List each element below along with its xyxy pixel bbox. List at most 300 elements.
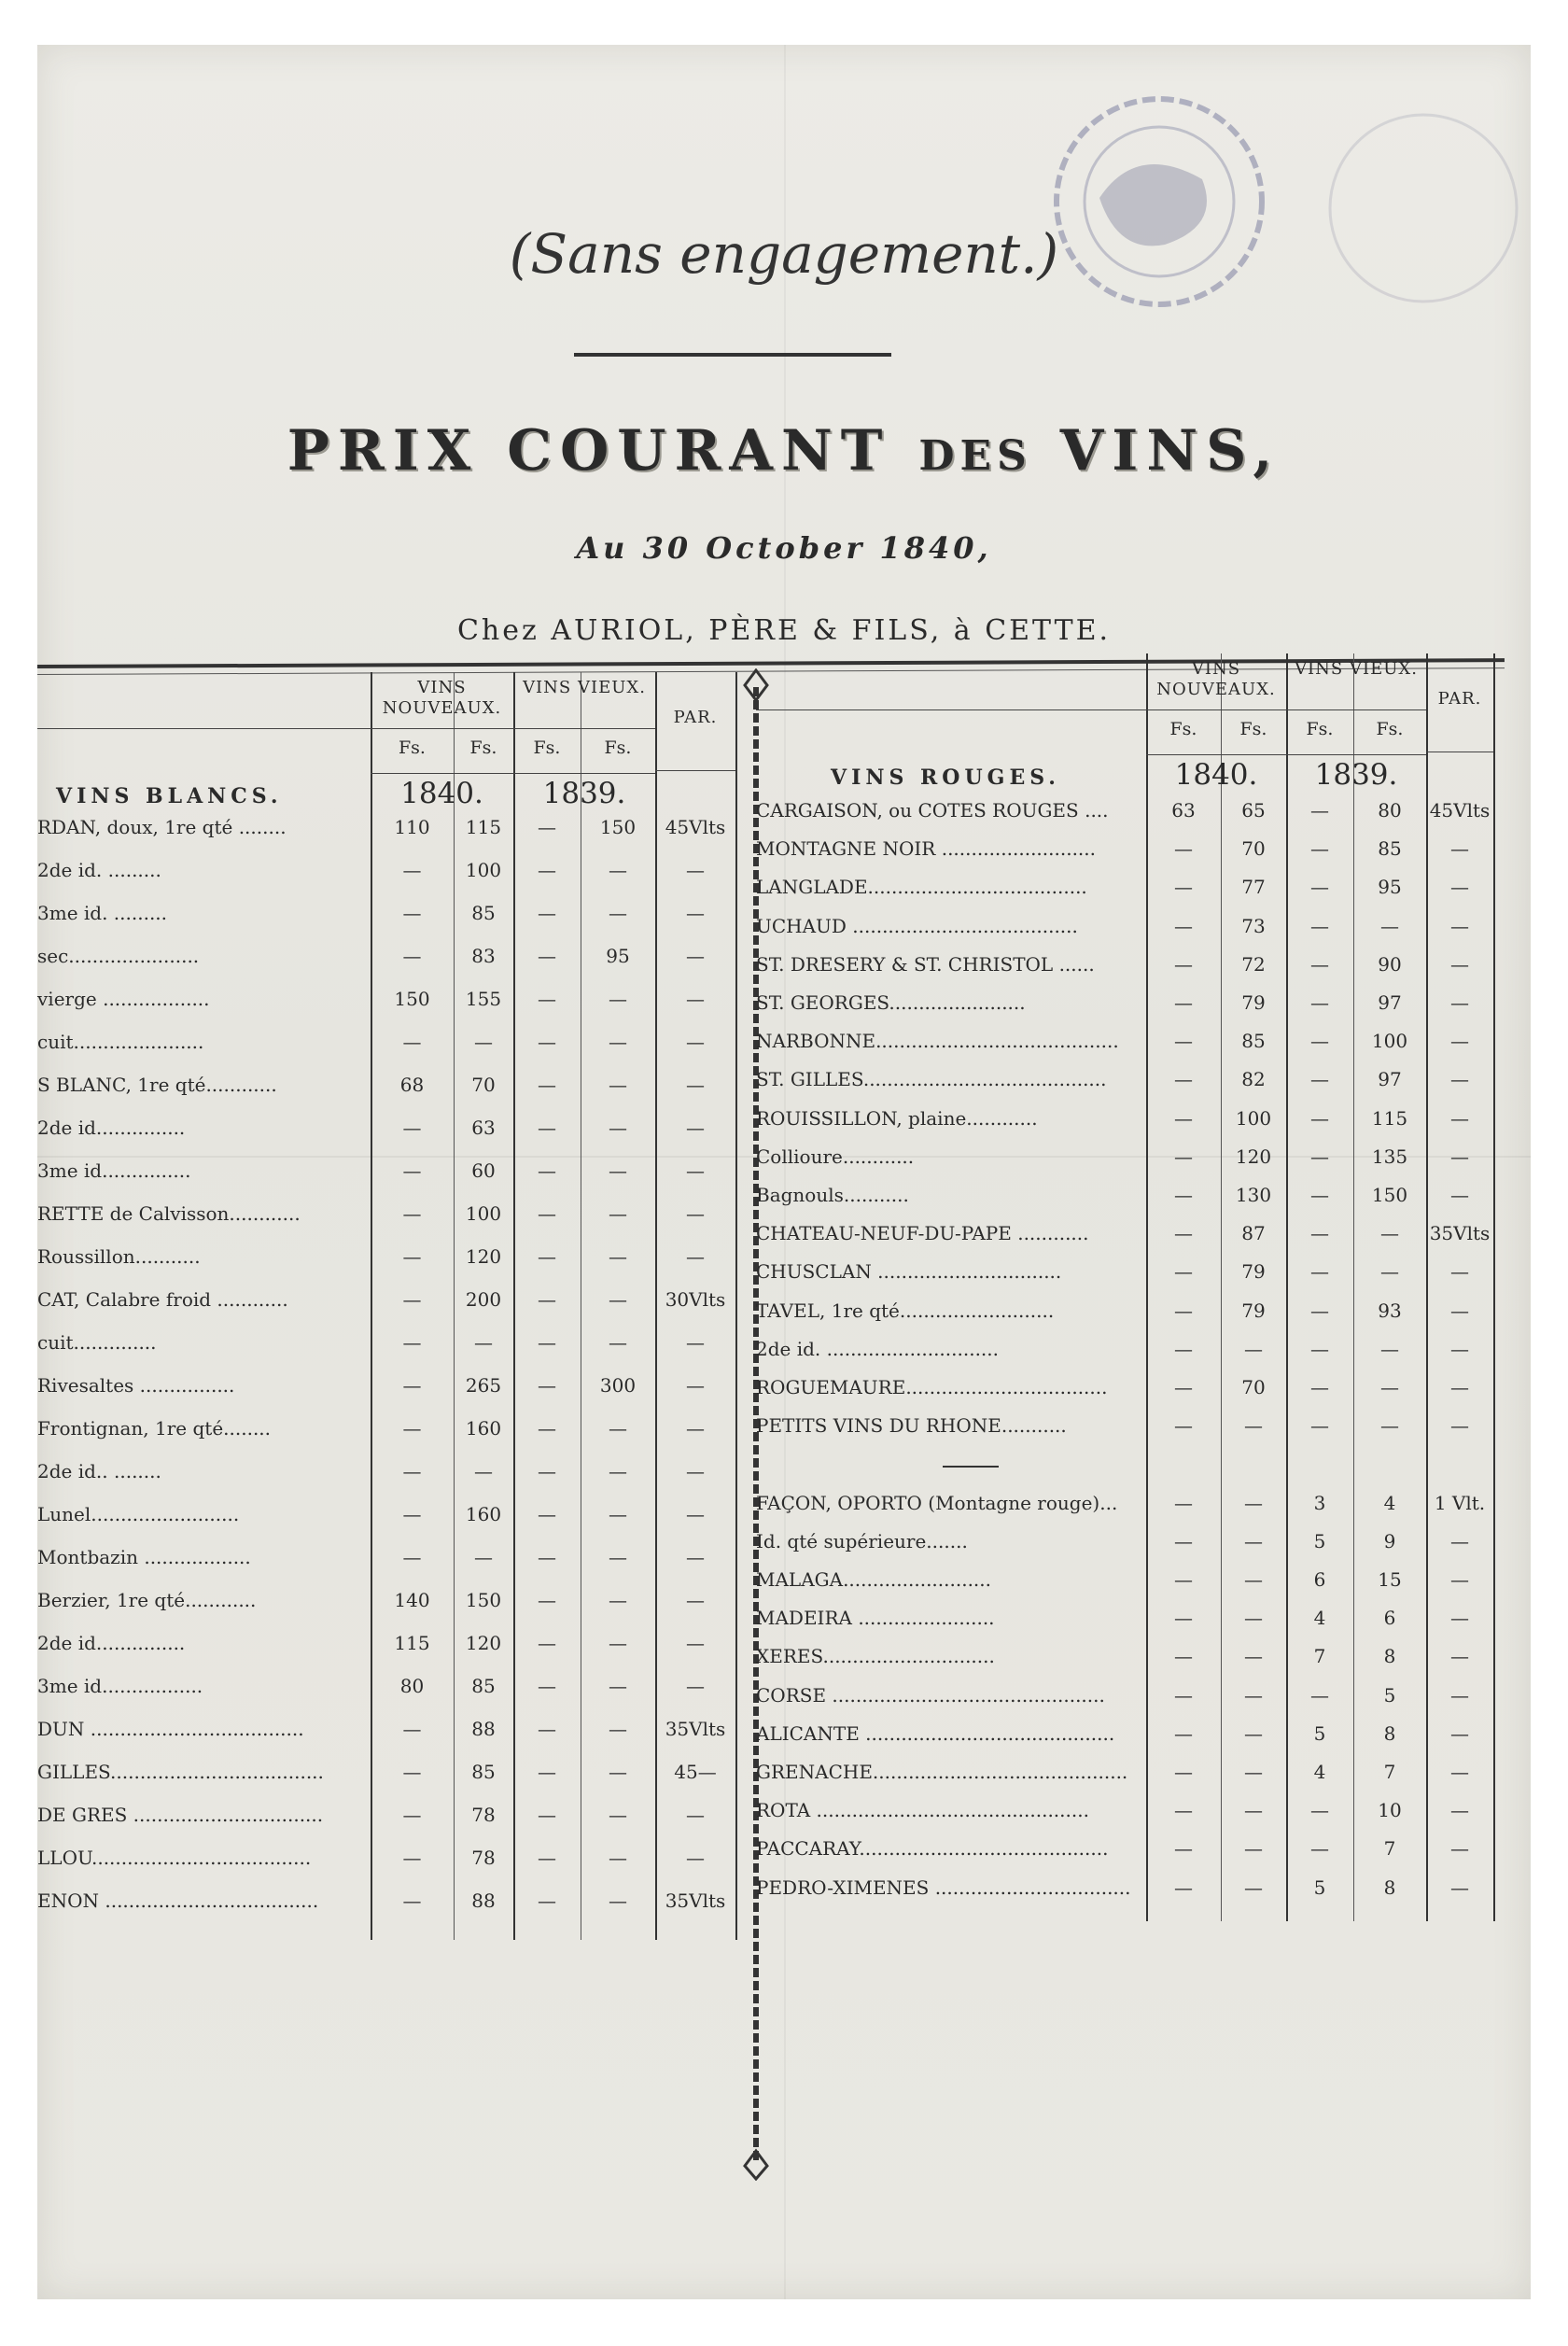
price-par: — bbox=[1450, 1145, 1469, 1168]
price-new-1: 140 bbox=[394, 1589, 430, 1611]
price-old-2: — bbox=[609, 1718, 627, 1740]
price-old-2: — bbox=[609, 859, 627, 881]
price-old-2: — bbox=[609, 1632, 627, 1654]
wine-label: GRENACHE........................................... bbox=[756, 1761, 1128, 1783]
wine-label: Berzier, 1re qté............ bbox=[37, 1589, 257, 1611]
price-new-1: — bbox=[1174, 1299, 1193, 1322]
price-new-2: 72 bbox=[1241, 952, 1266, 976]
price-par: — bbox=[686, 1503, 705, 1525]
header-rule bbox=[655, 770, 735, 771]
price-new-2: — bbox=[474, 1546, 493, 1568]
price-new-2: 70 bbox=[1241, 837, 1266, 861]
price-par: — bbox=[1450, 1376, 1469, 1398]
price-new-2: 65 bbox=[1241, 799, 1266, 822]
price-old-2: 90 bbox=[1378, 952, 1402, 976]
price-old-1: — bbox=[1310, 876, 1329, 899]
paper-fold-line bbox=[784, 45, 786, 2299]
price-new-1: — bbox=[1174, 1607, 1193, 1630]
price-new-1: — bbox=[402, 1460, 422, 1482]
price-old-2: 115 bbox=[1371, 1106, 1408, 1130]
wine-label: cuit...................... bbox=[37, 1031, 204, 1053]
price-par: 1 Vlt. bbox=[1434, 1491, 1486, 1514]
price-new-1: — bbox=[402, 1847, 422, 1869]
price-new-1: — bbox=[1174, 1875, 1193, 1899]
price-new-2: 100 bbox=[465, 1202, 502, 1225]
title-rule bbox=[574, 353, 891, 357]
price-par: — bbox=[1450, 1645, 1469, 1668]
price-old-1: 4 bbox=[1313, 1607, 1326, 1630]
price-old-1: — bbox=[538, 1159, 556, 1182]
price-old-1: — bbox=[538, 1804, 556, 1826]
price-new-2: — bbox=[1244, 1721, 1263, 1745]
price-old-2: — bbox=[609, 902, 627, 924]
price-old-2: — bbox=[609, 1202, 627, 1225]
price-new-2: 85 bbox=[471, 1675, 496, 1697]
price-new-2: — bbox=[1244, 1837, 1263, 1861]
price-new-2: — bbox=[474, 1331, 493, 1354]
price-old-2: 7 bbox=[1383, 1837, 1396, 1861]
wine-label: vierge .................. bbox=[37, 988, 210, 1010]
price-old-2: — bbox=[609, 1460, 627, 1482]
price-old-1: — bbox=[538, 1202, 556, 1225]
price-par: — bbox=[686, 1117, 705, 1139]
price-par: — bbox=[1450, 837, 1469, 861]
price-new-1: — bbox=[1174, 1414, 1193, 1438]
price-old-1: 5 bbox=[1313, 1529, 1326, 1552]
price-new-1: — bbox=[1174, 1761, 1193, 1783]
header-rule bbox=[37, 728, 371, 729]
fs-label: Fs. bbox=[399, 738, 426, 758]
price-new-2: — bbox=[1244, 1568, 1263, 1591]
price-new-1: — bbox=[1174, 991, 1193, 1014]
wine-label: PETITS VINS DU RHONE........... bbox=[756, 1414, 1067, 1438]
wine-label: Collioure............ bbox=[756, 1145, 915, 1168]
price-old-2: — bbox=[1380, 1337, 1399, 1360]
wine-label: 2de id.. ........ bbox=[37, 1460, 161, 1482]
price-par: — bbox=[1450, 1030, 1469, 1053]
wine-label: ROGUEMAURE.................................. bbox=[756, 1376, 1108, 1398]
price-new-2: 77 bbox=[1241, 876, 1266, 899]
price-old-1: — bbox=[538, 1374, 556, 1397]
price-old-2: 135 bbox=[1371, 1145, 1408, 1168]
price-new-1: — bbox=[402, 1374, 422, 1397]
price-par: — bbox=[686, 1546, 705, 1568]
wine-label: CAT, Calabre froid ............ bbox=[37, 1288, 288, 1311]
price-old-2: — bbox=[1380, 1376, 1399, 1398]
price-new-1: — bbox=[1174, 1184, 1193, 1206]
price-old-2: — bbox=[609, 1889, 627, 1912]
price-old-2: 80 bbox=[1378, 799, 1402, 822]
price-new-1: — bbox=[1174, 1106, 1193, 1130]
price-old-1: 3 bbox=[1313, 1491, 1326, 1514]
price-old-1: — bbox=[1310, 1106, 1329, 1130]
wine-label: LANGLADE..................................... bbox=[756, 876, 1087, 899]
price-old-1: — bbox=[1310, 799, 1329, 822]
wine-label: GILLES.................................... bbox=[37, 1761, 324, 1783]
wine-label: NARBONNE......................................... bbox=[756, 1030, 1119, 1053]
wine-label: 3me id................. bbox=[37, 1675, 203, 1697]
price-new-1: — bbox=[402, 1331, 422, 1354]
price-new-2: 115 bbox=[465, 816, 502, 838]
price-new-1: — bbox=[1174, 1491, 1193, 1514]
price-old-1: — bbox=[1310, 1376, 1329, 1398]
price-new-2: 150 bbox=[465, 1589, 502, 1611]
price-new-2: 130 bbox=[1235, 1184, 1272, 1206]
price-par: — bbox=[686, 1589, 705, 1611]
wine-label: sec...................... bbox=[37, 945, 200, 967]
price-old-1: — bbox=[538, 945, 556, 967]
price-new-2: 200 bbox=[465, 1288, 502, 1311]
price-old-1: — bbox=[1310, 952, 1329, 976]
price-par: 35Vlts bbox=[665, 1718, 726, 1740]
wine-label: ALICANTE .......................................... bbox=[756, 1721, 1115, 1745]
price-old-1: — bbox=[538, 1889, 556, 1912]
wine-label: CORSE .............................................. bbox=[756, 1683, 1105, 1707]
price-new-2: — bbox=[1244, 1529, 1263, 1552]
wine-label: Rivesaltes ................ bbox=[37, 1374, 235, 1397]
price-old-2: 15 bbox=[1378, 1568, 1402, 1591]
price-old-2: — bbox=[1380, 1222, 1399, 1245]
price-old-2: — bbox=[609, 1804, 627, 1826]
price-old-2: — bbox=[609, 1675, 627, 1697]
subtitle: (Sans engagement.) bbox=[509, 222, 1059, 286]
wine-label: cuit.............. bbox=[37, 1331, 157, 1354]
price-new-2: 120 bbox=[465, 1245, 502, 1268]
price-old-2: 10 bbox=[1378, 1799, 1402, 1822]
header-vins-nouveaux: VINS NOUVEAUX. bbox=[1156, 659, 1276, 699]
price-old-2: 7 bbox=[1383, 1761, 1396, 1783]
price-par: — bbox=[686, 1074, 705, 1096]
header-rule bbox=[756, 709, 1146, 710]
price-old-2: 6 bbox=[1383, 1607, 1396, 1630]
wine-label: FAÇON, OPORTO (Montagne rouge)... bbox=[756, 1491, 1118, 1514]
price-old-2: — bbox=[609, 1589, 627, 1611]
price-new-2: 70 bbox=[471, 1074, 496, 1096]
wine-label: DUN .................................... bbox=[37, 1718, 304, 1740]
fs-label: Fs. bbox=[1239, 719, 1267, 739]
wine-label: ROUISSILLON, plaine............ bbox=[756, 1106, 1038, 1130]
price-new-1: — bbox=[1174, 1683, 1193, 1707]
price-old-2: 8 bbox=[1383, 1645, 1396, 1668]
price-new-1: — bbox=[402, 1804, 422, 1826]
title-des: DES bbox=[918, 432, 1032, 480]
price-new-1: — bbox=[1174, 876, 1193, 899]
price-old-1: — bbox=[538, 1031, 556, 1053]
price-par: — bbox=[686, 859, 705, 881]
price-new-1: — bbox=[402, 1718, 422, 1740]
title-end: VINS, bbox=[1059, 418, 1281, 484]
price-old-1: — bbox=[1310, 1222, 1329, 1245]
price-new-2: — bbox=[474, 1031, 493, 1053]
price-par: — bbox=[686, 1202, 705, 1225]
price-old-1: — bbox=[1310, 837, 1329, 861]
wine-label: UCHAUD ...................................... bbox=[756, 914, 1078, 937]
price-par: 45Vlts bbox=[1429, 799, 1491, 822]
price-new-2: 82 bbox=[1241, 1068, 1266, 1091]
price-new-1: — bbox=[1174, 1376, 1193, 1398]
price-old-2: 97 bbox=[1378, 1068, 1402, 1091]
price-new-1: — bbox=[1174, 952, 1193, 976]
price-par: — bbox=[1450, 1260, 1469, 1284]
wine-label: MALAGA......................... bbox=[756, 1568, 992, 1591]
price-old-1: — bbox=[1310, 1068, 1329, 1091]
price-old-1: — bbox=[1310, 1414, 1329, 1438]
price-par: — bbox=[686, 945, 705, 967]
price-new-1: — bbox=[1174, 1529, 1193, 1552]
price-old-2: 8 bbox=[1383, 1875, 1396, 1899]
price-old-2: 9 bbox=[1383, 1529, 1396, 1552]
fs-label: Fs. bbox=[1169, 719, 1197, 739]
section-separator bbox=[943, 1466, 999, 1468]
price-par: — bbox=[686, 1804, 705, 1826]
price-new-2: 100 bbox=[465, 859, 502, 881]
price-old-1: — bbox=[1310, 1260, 1329, 1284]
price-par: — bbox=[1450, 952, 1469, 976]
price-new-1: — bbox=[402, 1117, 422, 1139]
wine-label: 2de id............... bbox=[37, 1632, 186, 1654]
price-new-1: 80 bbox=[399, 1675, 425, 1697]
wine-label: ROTA .............................................. bbox=[756, 1799, 1089, 1822]
price-new-2: 120 bbox=[1235, 1145, 1272, 1168]
fs-label: Fs. bbox=[604, 738, 632, 758]
price-par: — bbox=[1450, 876, 1469, 899]
price-new-1: — bbox=[1174, 1799, 1193, 1822]
wine-label: 3me id. ......... bbox=[37, 902, 168, 924]
fs-label: Fs. bbox=[1306, 719, 1334, 739]
wine-label: Montbazin .................. bbox=[37, 1546, 251, 1568]
price-new-2: — bbox=[1244, 1683, 1263, 1707]
price-old-1: — bbox=[538, 1546, 556, 1568]
section-title: VINS ROUGES. bbox=[831, 766, 1060, 790]
price-par: — bbox=[686, 1847, 705, 1869]
price-old-2: — bbox=[609, 1117, 627, 1139]
price-new-1: — bbox=[402, 1889, 422, 1912]
header-vins-nouveaux: VINS NOUVEAUX. bbox=[382, 678, 502, 718]
price-par: — bbox=[686, 1460, 705, 1482]
wine-label: Frontignan, 1re qté........ bbox=[37, 1417, 272, 1440]
price-old-2: — bbox=[609, 1331, 627, 1354]
price-par: — bbox=[1450, 1414, 1469, 1438]
price-new-2: 155 bbox=[465, 988, 502, 1010]
price-new-1: — bbox=[1174, 914, 1193, 937]
wine-label: XERES............................. bbox=[756, 1645, 995, 1668]
price-old-1: — bbox=[538, 1503, 556, 1525]
wine-label: CHUSCLAN ............................... bbox=[756, 1260, 1062, 1284]
header-vins-vieux: VINS VIEUX. bbox=[523, 678, 646, 697]
page-title bbox=[37, 418, 1531, 484]
price-new-1: — bbox=[1174, 1222, 1193, 1245]
wine-label: ST. GILLES......................................... bbox=[756, 1068, 1107, 1091]
price-new-1: — bbox=[1174, 837, 1193, 861]
wine-label: LLOU..................................... bbox=[37, 1847, 312, 1869]
price-new-2: — bbox=[1244, 1491, 1263, 1514]
price-new-1: — bbox=[1174, 1260, 1193, 1284]
wine-label: PACCARAY.......................................... bbox=[756, 1837, 1109, 1861]
price-old-1: — bbox=[538, 1675, 556, 1697]
price-new-2: 100 bbox=[1235, 1106, 1272, 1130]
price-old-2: — bbox=[609, 1417, 627, 1440]
fs-rule bbox=[371, 773, 655, 774]
wine-label: CHATEAU-NEUF-DU-PAPE ............ bbox=[756, 1222, 1089, 1245]
price-old-2: 8 bbox=[1383, 1721, 1396, 1745]
price-old-1: — bbox=[538, 902, 556, 924]
wine-label: MONTAGNE NOIR .......................... bbox=[756, 837, 1097, 861]
price-new-1: — bbox=[402, 945, 422, 967]
price-new-2: — bbox=[1244, 1875, 1263, 1899]
wine-label: TAVEL, 1re qté.......................... bbox=[756, 1299, 1055, 1322]
header-par: PAR. bbox=[1437, 689, 1482, 709]
price-par: — bbox=[686, 1417, 705, 1440]
price-new-2: 160 bbox=[465, 1417, 502, 1440]
price-old-2: 4 bbox=[1383, 1491, 1396, 1514]
price-par: 45Vlts bbox=[665, 816, 726, 838]
price-old-1: — bbox=[538, 816, 556, 838]
price-par: — bbox=[686, 1031, 705, 1053]
price-new-1: — bbox=[1174, 1068, 1193, 1091]
price-old-1: 5 bbox=[1313, 1875, 1326, 1899]
price-new-1: 63 bbox=[1171, 799, 1196, 822]
price-new-2: 85 bbox=[1241, 1030, 1266, 1053]
price-new-1: — bbox=[402, 1288, 422, 1311]
price-old-2: 150 bbox=[1371, 1184, 1408, 1206]
year-1840: 1840. bbox=[400, 777, 483, 810]
fs-rule bbox=[1146, 754, 1426, 755]
price-new-2: 78 bbox=[471, 1804, 496, 1826]
price-par: — bbox=[1450, 1106, 1469, 1130]
price-new-1: — bbox=[402, 859, 422, 881]
price-par: — bbox=[1450, 1683, 1469, 1707]
price-par: — bbox=[1450, 991, 1469, 1014]
section-title: VINS BLANCS. bbox=[56, 784, 283, 808]
price-new-2: 160 bbox=[465, 1503, 502, 1525]
price-old-2: — bbox=[1380, 1414, 1399, 1438]
price-old-1: — bbox=[538, 1847, 556, 1869]
merchant-line: Chez AURIOL, PÈRE & FILS, à CETTE. bbox=[456, 614, 1112, 647]
price-old-1: — bbox=[1310, 1337, 1329, 1360]
price-par: 30Vlts bbox=[665, 1288, 726, 1311]
price-new-2: 88 bbox=[471, 1889, 496, 1912]
price-old-1: 5 bbox=[1313, 1721, 1326, 1745]
price-old-1: — bbox=[1310, 1837, 1329, 1861]
price-par: — bbox=[686, 1159, 705, 1182]
price-new-1: — bbox=[402, 1417, 422, 1440]
price-new-2: 120 bbox=[465, 1632, 502, 1654]
price-old-1: 4 bbox=[1313, 1761, 1326, 1783]
year-1839: 1839. bbox=[1314, 758, 1398, 792]
price-new-1: — bbox=[402, 1761, 422, 1783]
wine-label: Lunel......................... bbox=[37, 1503, 240, 1525]
price-new-1: — bbox=[1174, 1568, 1193, 1591]
price-old-2: 93 bbox=[1378, 1299, 1402, 1322]
price-par: 35Vlts bbox=[665, 1889, 726, 1912]
price-par: — bbox=[1450, 1184, 1469, 1206]
price-old-1: — bbox=[538, 1718, 556, 1740]
wine-label: ST. DRESERY & ST. CHRISTOL ...... bbox=[756, 952, 1095, 976]
price-new-2: 78 bbox=[471, 1847, 496, 1869]
price-old-1: — bbox=[1310, 914, 1329, 937]
price-new-2: 85 bbox=[471, 1761, 496, 1783]
price-par: — bbox=[686, 1245, 705, 1268]
price-new-2: 70 bbox=[1241, 1376, 1266, 1398]
price-old-2: — bbox=[609, 1074, 627, 1096]
price-new-2: 79 bbox=[1241, 1299, 1266, 1322]
price-old-1: — bbox=[538, 988, 556, 1010]
price-old-2: — bbox=[609, 1031, 627, 1053]
price-new-1: 110 bbox=[394, 816, 430, 838]
header-vins-vieux: VINS VIEUX. bbox=[1295, 659, 1418, 679]
wine-label: ENON .................................... bbox=[37, 1889, 319, 1912]
price-new-1: 115 bbox=[394, 1632, 430, 1654]
price-new-2: 85 bbox=[471, 902, 496, 924]
wine-label: RETTE de Calvisson............ bbox=[37, 1202, 301, 1225]
price-par: — bbox=[1450, 1721, 1469, 1745]
price-list-sheet bbox=[37, 45, 1531, 2299]
price-new-2: — bbox=[1244, 1761, 1263, 1783]
price-old-2: 95 bbox=[1378, 876, 1402, 899]
fs-label: Fs. bbox=[469, 738, 497, 758]
price-old-2: — bbox=[609, 1288, 627, 1311]
price-old-1: 6 bbox=[1313, 1568, 1326, 1591]
price-new-2: 265 bbox=[465, 1374, 502, 1397]
wine-label: 2de id. ............................. bbox=[756, 1337, 999, 1360]
price-new-1: — bbox=[402, 1159, 422, 1182]
wine-label: S BLANC, 1re qté............ bbox=[37, 1074, 277, 1096]
price-old-2: 100 bbox=[1371, 1030, 1408, 1053]
fs-label: Fs. bbox=[1376, 719, 1404, 739]
price-old-1: — bbox=[538, 1288, 556, 1311]
price-old-1: — bbox=[538, 859, 556, 881]
header-rule bbox=[1146, 709, 1426, 710]
price-new-1: — bbox=[402, 1546, 422, 1568]
year-1839: 1839. bbox=[542, 777, 626, 810]
price-old-1: — bbox=[538, 1117, 556, 1139]
wine-label: 3me id............... bbox=[37, 1159, 191, 1182]
price-par: — bbox=[686, 1374, 705, 1397]
price-par: — bbox=[1450, 1299, 1469, 1322]
price-new-2: — bbox=[1244, 1607, 1263, 1630]
price-old-2: 85 bbox=[1378, 837, 1402, 861]
wine-label: MADEIRA ....................... bbox=[756, 1607, 995, 1630]
price-new-1: — bbox=[1174, 1837, 1193, 1861]
price-old-2: — bbox=[1380, 1260, 1399, 1284]
price-old-1: 7 bbox=[1313, 1645, 1326, 1668]
price-new-1: 68 bbox=[399, 1074, 425, 1096]
column-rule bbox=[371, 672, 372, 1940]
price-old-2: 150 bbox=[599, 816, 637, 838]
price-old-1: — bbox=[1310, 1030, 1329, 1053]
price-par: — bbox=[1450, 914, 1469, 937]
price-old-1: — bbox=[1310, 1299, 1329, 1322]
price-new-1: — bbox=[1174, 1645, 1193, 1668]
price-new-2: — bbox=[1244, 1414, 1263, 1438]
price-new-1: — bbox=[1174, 1145, 1193, 1168]
price-new-1: — bbox=[1174, 1721, 1193, 1745]
price-par: — bbox=[686, 902, 705, 924]
price-old-2: — bbox=[609, 1245, 627, 1268]
price-new-1: — bbox=[402, 1245, 422, 1268]
wine-label: DE GRES ................................ bbox=[37, 1804, 324, 1826]
fs-label: Fs. bbox=[533, 738, 561, 758]
price-old-1: — bbox=[538, 1245, 556, 1268]
price-new-2: 87 bbox=[1241, 1222, 1266, 1245]
price-par: — bbox=[1450, 1799, 1469, 1822]
price-par: — bbox=[686, 1675, 705, 1697]
title-main: PRIX COURANT bbox=[287, 418, 891, 484]
price-new-2: 73 bbox=[1241, 914, 1266, 937]
price-old-2: 95 bbox=[606, 945, 630, 967]
price-old-1: — bbox=[1310, 1145, 1329, 1168]
price-par: — bbox=[1450, 1568, 1469, 1591]
